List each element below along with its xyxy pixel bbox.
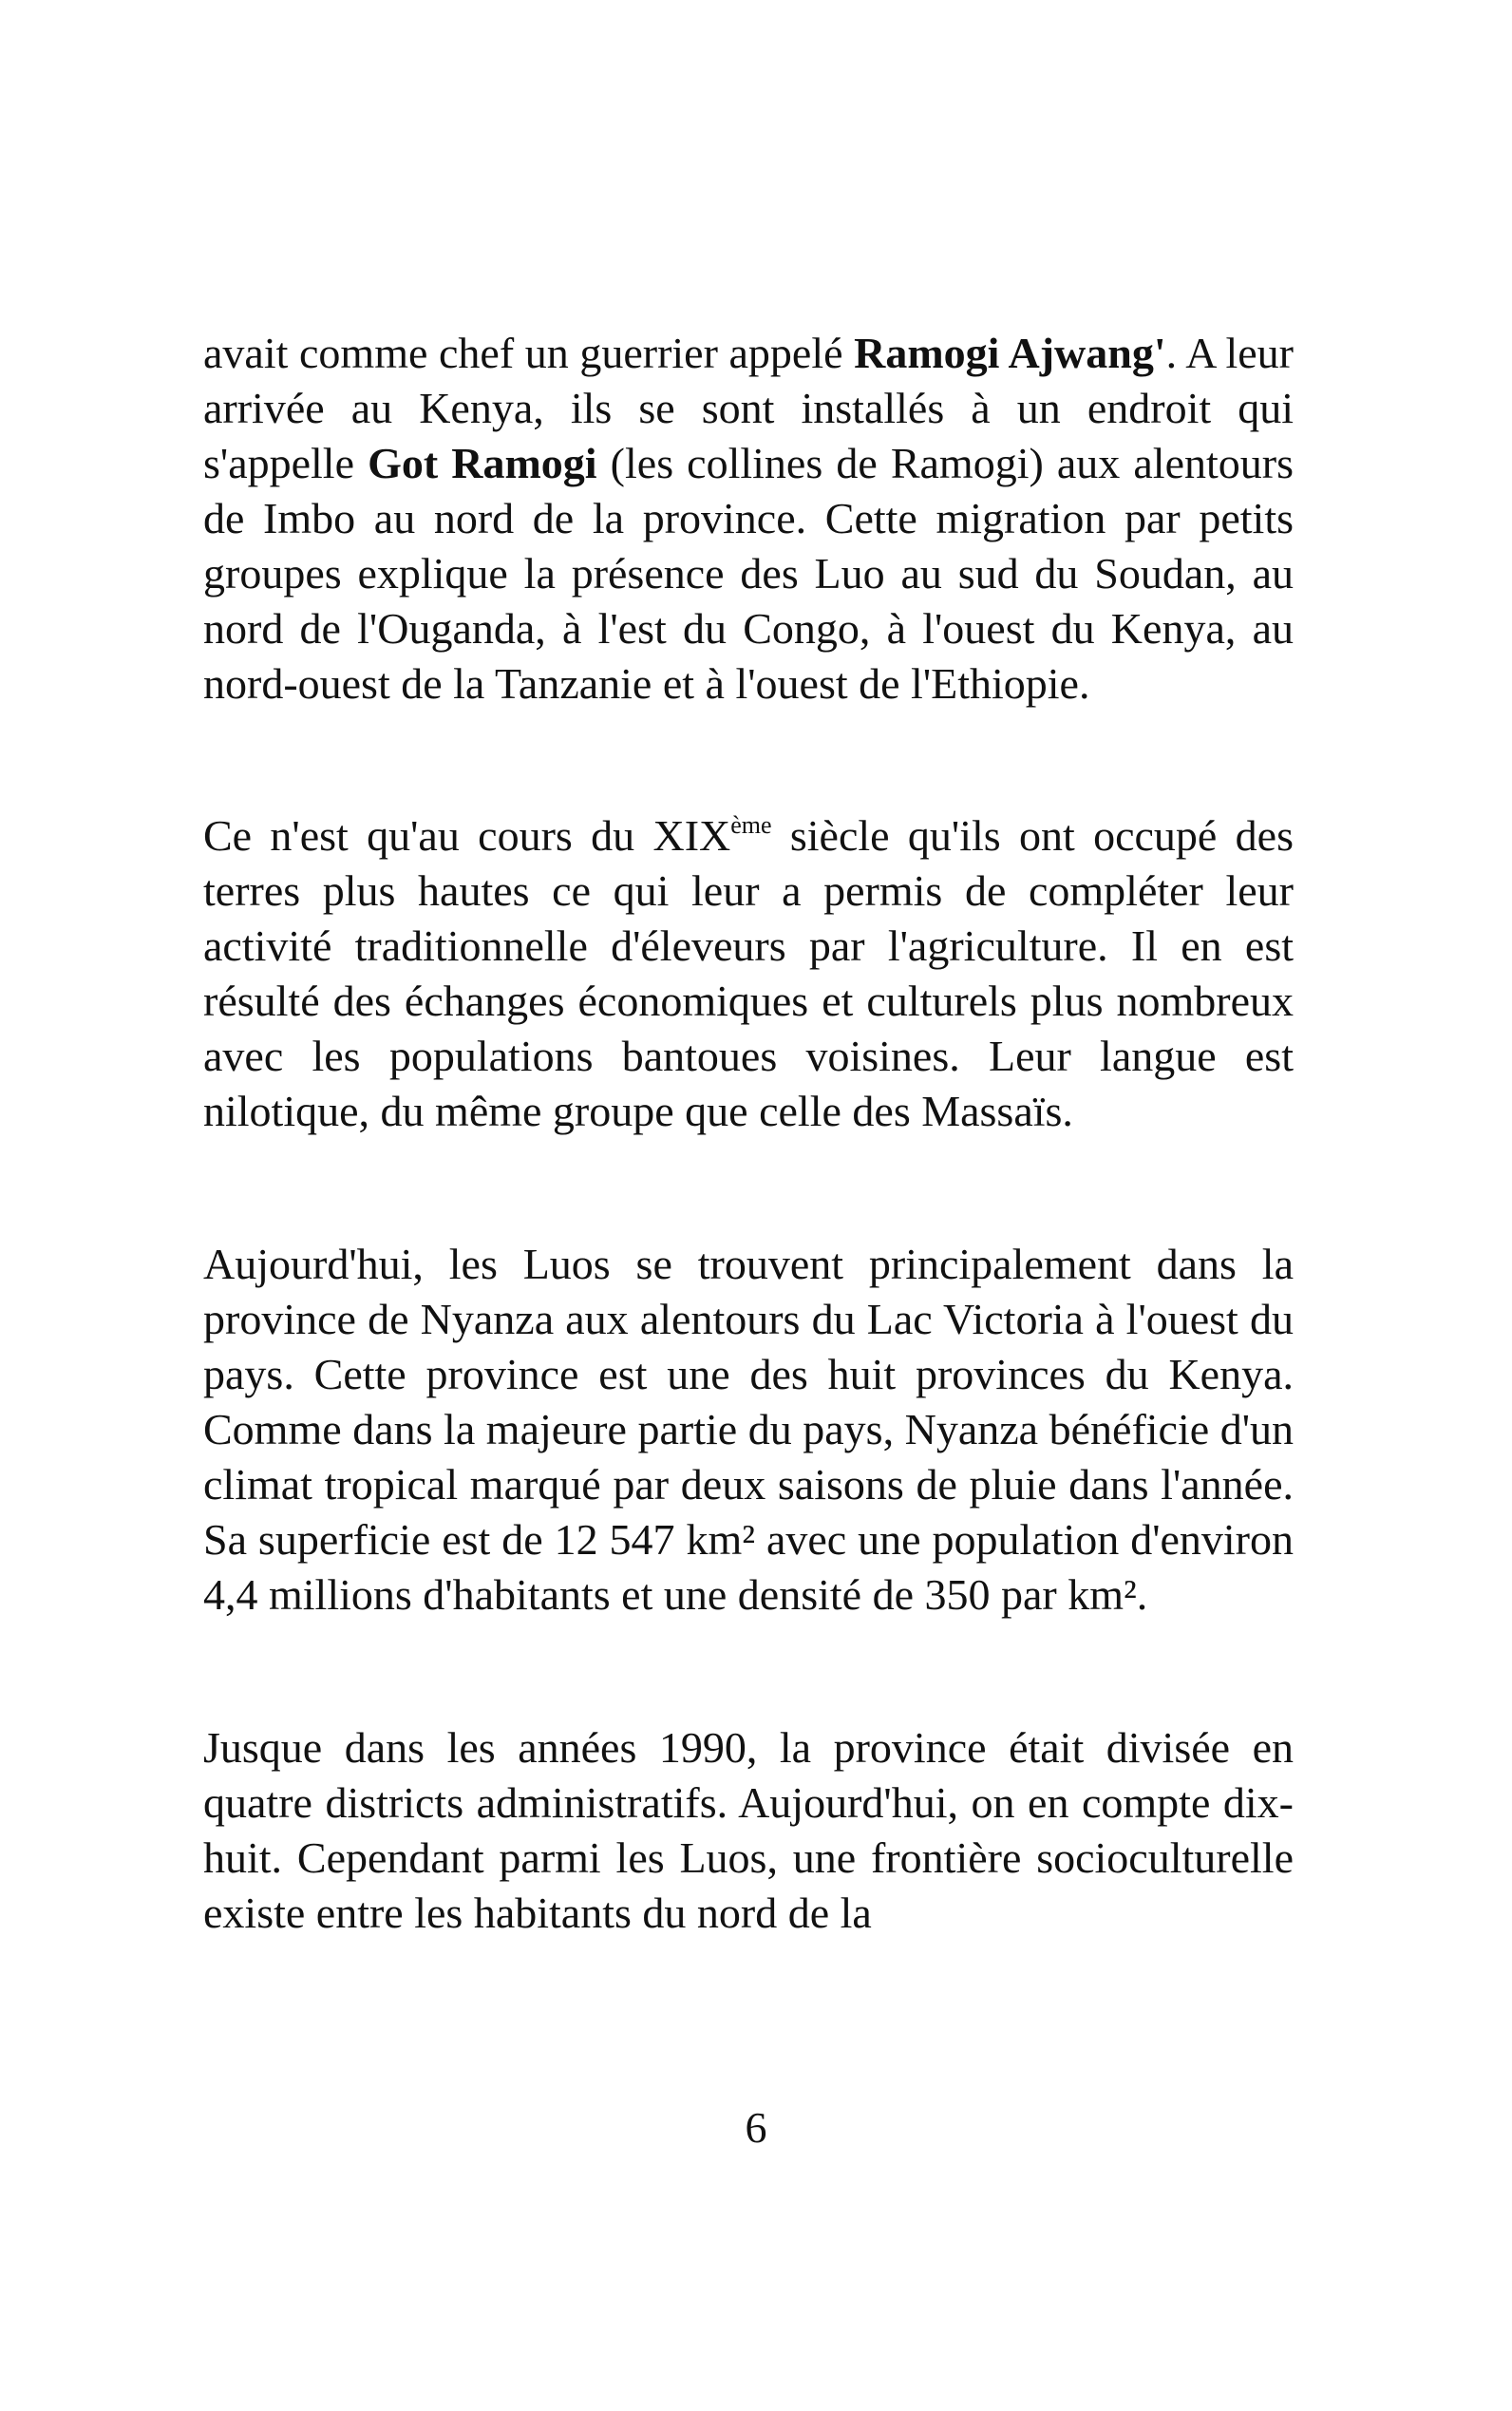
paragraph-1	[203, 326, 1294, 712]
page-number: 6	[745, 2103, 767, 2152]
paragraph-4	[203, 1720, 1294, 1941]
paragraph-1-text-b: . A leur arrivée au Kenya, ils se sont installés à un endroit qui s'appelle	[203, 329, 1294, 487]
paragraph-3-text: Aujourd'hui, les Luos se trouvent principalement dans la province de Nyanza aux alentours du Lac Victoria à l'ouest du pays. Cette province est une des huit provinces du Kenya. Comme dans la majeure partie du pays, Nyanza bénéficie d'un climat tropical marqué par deux saisons de pluie dans l'année. Sa superficie est de 12 547 km² avec une population d'environ 4,4 millions d'habitants et une densité de 350 par km².	[203, 1240, 1294, 1619]
paragraph-2-text-a: Ce n'est qu'au cours du XIX	[203, 811, 731, 860]
paragraph-4-text: Jusque dans les années 1990, la province était divisée en quatre districts administratifs. Aujourd'hui, on en compte dix-huit. Cependant parmi les Luos, une frontière socioculturelle existe entre les habitants du nord de la	[203, 1723, 1294, 1937]
paragraph-1-text-c: (les collines de Ramogi) aux alentours de Imbo au nord de la province. Cette migration par petits groupes explique la présence des Luo au sud du Soudan, au nord de l'Ouganda, à l'est du Congo, à l'ouest du Kenya, au nord-ouest de la Tanzanie et à l'ouest de l'Ethiopie.	[203, 439, 1294, 708]
paragraph-1-text-a: avait comme chef un guerrier appelé	[203, 329, 855, 377]
paragraph-2-text-b: siècle qu'ils ont occupé des terres plus hautes ce qui leur a permis de compléter leur activité traditionnelle d'éleveurs par l'agriculture. Il en est résulté des échanges économiques et culturels plus nombreux avec les populations bantoues voisines. Leur langue est nilotique, du même groupe que celle des Massaïs.	[203, 811, 1294, 1135]
paragraph-2	[203, 808, 1294, 1139]
century-superscript: ème	[730, 811, 772, 839]
place-got-ramogi: Got Ramogi	[368, 439, 597, 487]
paragraph-3	[203, 1237, 1294, 1623]
name-ramogi-ajwang: Ramogi Ajwang'	[854, 329, 1166, 377]
